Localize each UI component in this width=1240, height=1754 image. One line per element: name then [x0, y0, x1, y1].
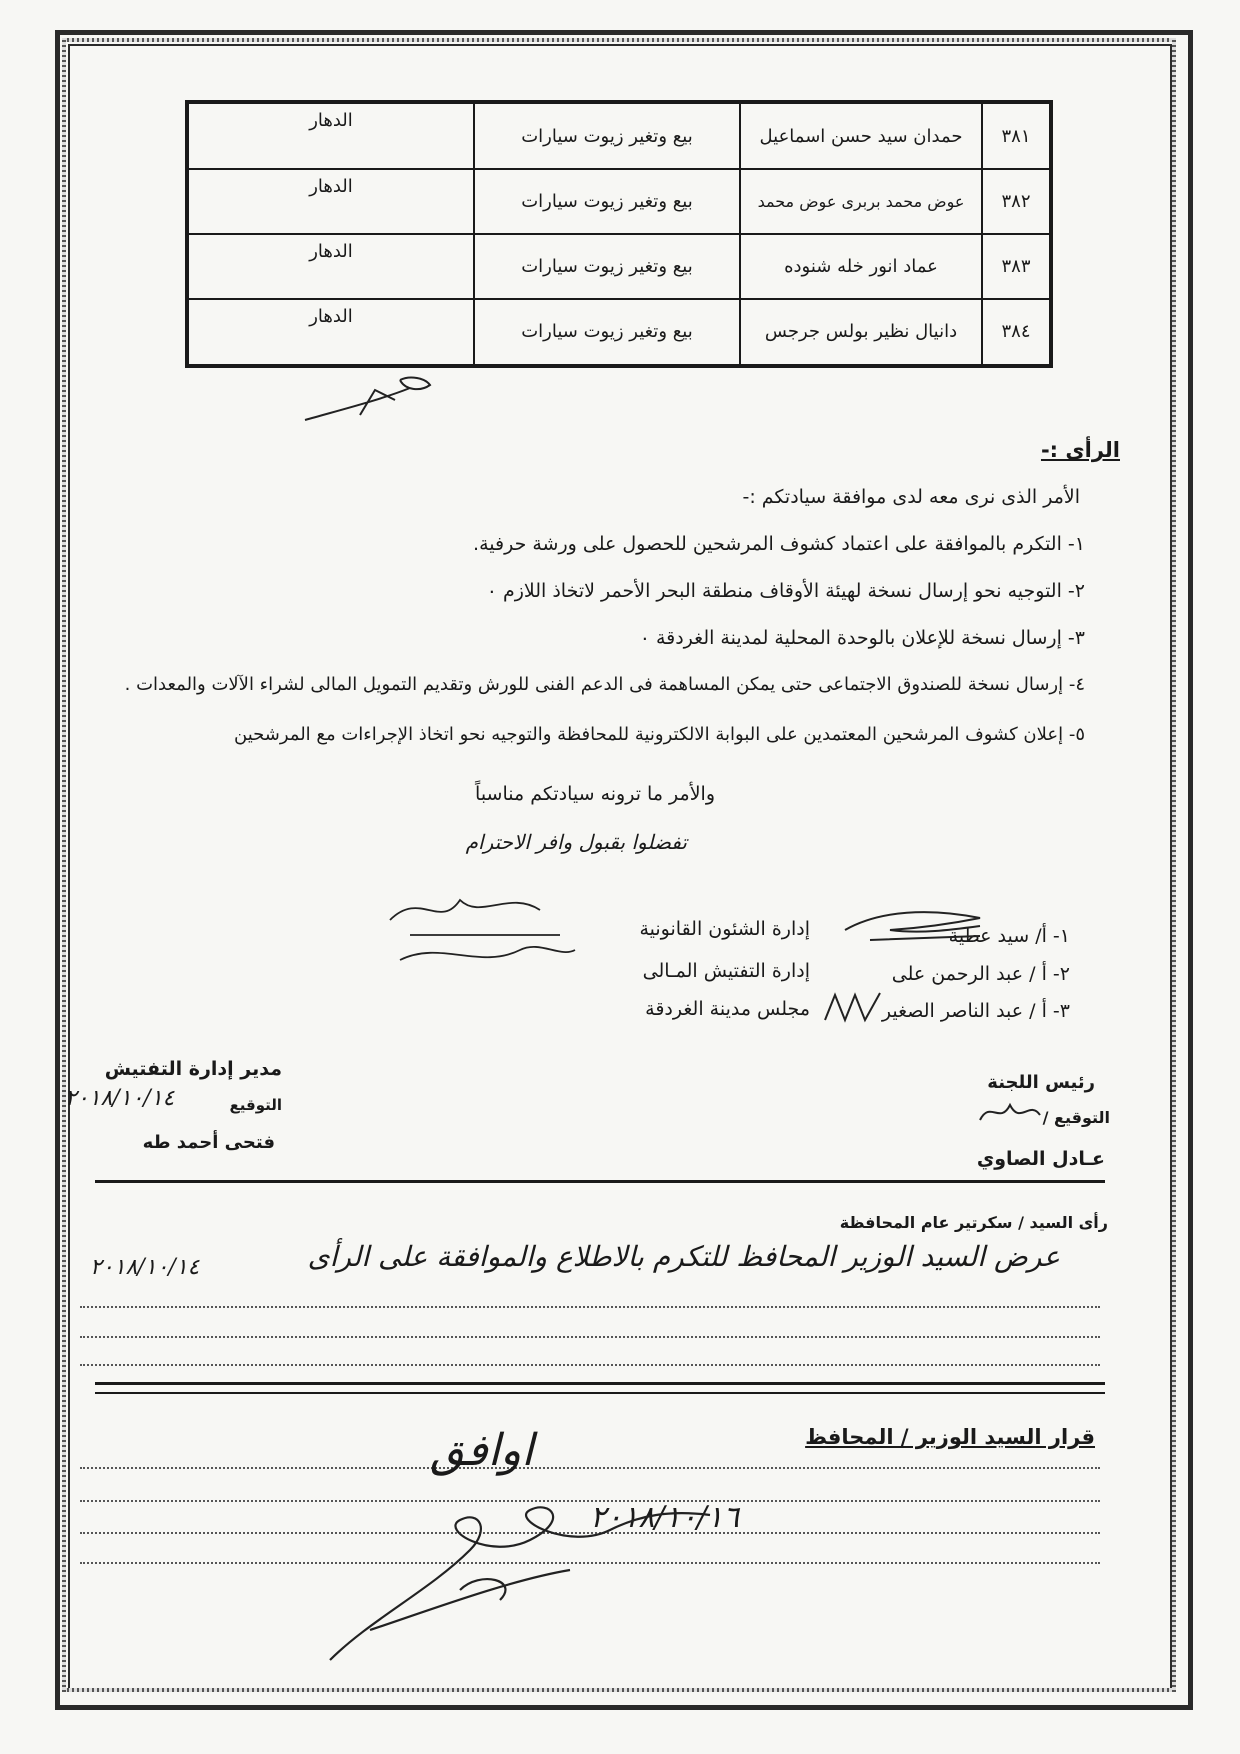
candidates-table: [185, 100, 1053, 368]
chairman-title: رئيس اللجنة: [987, 1072, 1095, 1093]
committee-member: ٢- أ / عبد الرحمن على: [891, 963, 1070, 985]
decision-date: ٢٠١٨/١٠/١٦: [590, 1500, 740, 1535]
craft-type: بيع وتغير زيوت سيارات: [474, 169, 740, 234]
section-divider: [95, 1392, 1105, 1394]
member-signature: [840, 900, 990, 950]
member-signature: [820, 985, 890, 1025]
border-ornament: [62, 1688, 1176, 1692]
candidate-name: حمدان سيد حسن اسماعيل: [740, 102, 982, 169]
opinion-regards: تفضلوا بقبول وافر الاحترام: [465, 830, 687, 854]
craft-type: بيع وتغير زيوت سيارات: [474, 102, 740, 169]
opinion-item: ٤- إرسال نسخة للصندوق الاجتماعى حتى يمكن المساهمة فى الدعم الفنى للورش وتقديم التمويل المالى لشراء الآلات والمعدات .: [124, 674, 1085, 695]
dotted-line: [80, 1467, 1100, 1469]
dotted-line: [80, 1364, 1100, 1366]
border-ornament: [62, 38, 1176, 42]
row-number: ٣٨٢: [982, 169, 1051, 234]
opinion-item: ٢- التوجيه نحو إرسال نسخة لهيئة الأوقاف منطقة البحر الأحمر لاتخاذ اللازم ٠: [486, 580, 1085, 602]
director-signature-date: ٢٠١٨/١٠/١٤: [65, 1086, 175, 1111]
committee-member: ٣- أ / عبد الناصر الصغير: [881, 1000, 1070, 1022]
opinion-heading: الرأى :-: [1040, 438, 1120, 462]
table-row: [187, 169, 1051, 234]
craft-type: بيع وتغير زيوت سيارات: [474, 299, 740, 366]
committee-dept: مجلس مدينة الغردقة: [645, 998, 810, 1020]
chairman-sign-label: التوقيع /: [1042, 1108, 1110, 1127]
row-number: ٣٨٣: [982, 234, 1051, 299]
secretary-handwritten-note: عرض السيد الوزير المحافظ للتكرم بالاطلاع والموافقة على الرأى: [307, 1240, 1060, 1273]
committee-member: ١- أ/ سيد عطية: [948, 925, 1070, 947]
location: الدهار: [187, 234, 474, 299]
secretary-date: ٢٠١٨/١٠/١٤: [90, 1255, 200, 1280]
director-name: فتحى أحمد طه: [142, 1132, 275, 1153]
decision-label: قرار السيد الوزير / المحافظ: [805, 1425, 1095, 1449]
border-ornament: [1172, 38, 1176, 1692]
secretary-label: رأى السيد / سكرتير عام المحافظة: [839, 1213, 1108, 1232]
opinion-intro: الأمر الذى نرى معه لدى موافقة سيادتكم :-: [742, 486, 1080, 508]
director-sign-label: التوقيع: [229, 1096, 282, 1114]
location: الدهار: [187, 299, 474, 366]
location: الدهار: [187, 169, 474, 234]
opinion-item: ٣- إرسال نسخة للإعلان بالوحدة المحلية لمدينة الغردقة ٠: [639, 627, 1085, 649]
member-signature: [380, 880, 580, 980]
committee-dept: إدارة التفتيش المـالى: [642, 960, 810, 982]
table-row: [187, 234, 1051, 299]
director-title: مدير إدارة التفتيش: [104, 1058, 282, 1080]
section-divider: [95, 1382, 1105, 1385]
opinion-item: ٥- إعلان كشوف المرشحين المعتمدين على البوابة الالكترونية للمحافظة والتوجيه نحو اتخاذ الإجراءات مع المرشحين: [234, 724, 1085, 745]
section-divider: [95, 1180, 1105, 1183]
row-number: ٣٨١: [982, 102, 1051, 169]
candidate-name: عوض محمد بربرى عوض محمد: [740, 169, 982, 234]
dotted-line: [80, 1306, 1100, 1308]
dotted-line: [80, 1336, 1100, 1338]
row-number: ٣٨٤: [982, 299, 1051, 366]
candidate-name: دانيال نظير بولس جرجس: [740, 299, 982, 366]
candidate-name: عماد انور خله شنوده: [740, 234, 982, 299]
table-row: [187, 102, 1051, 169]
table-row: [187, 299, 1051, 366]
opinion-item: ١- التكرم بالموافقة على اعتماد كشوف المرشحين للحصول على ورشة حرفية.: [473, 533, 1085, 555]
craft-type: بيع وتغير زيوت سيارات: [474, 234, 740, 299]
decision-handwritten-note: اوافق: [430, 1425, 534, 1476]
chairman-signature: [975, 1095, 1045, 1135]
committee-dept: إدارة الشئون القانونية: [639, 918, 810, 940]
border-ornament: [62, 38, 66, 1692]
location: الدهار: [187, 102, 474, 169]
opinion-closing: والأمر ما ترونه سيادتكم مناسباً: [475, 783, 715, 805]
chairman-name: عـادل الصاوي: [976, 1148, 1105, 1170]
initials-signature: [300, 370, 440, 430]
governor-signature: [310, 1470, 730, 1670]
